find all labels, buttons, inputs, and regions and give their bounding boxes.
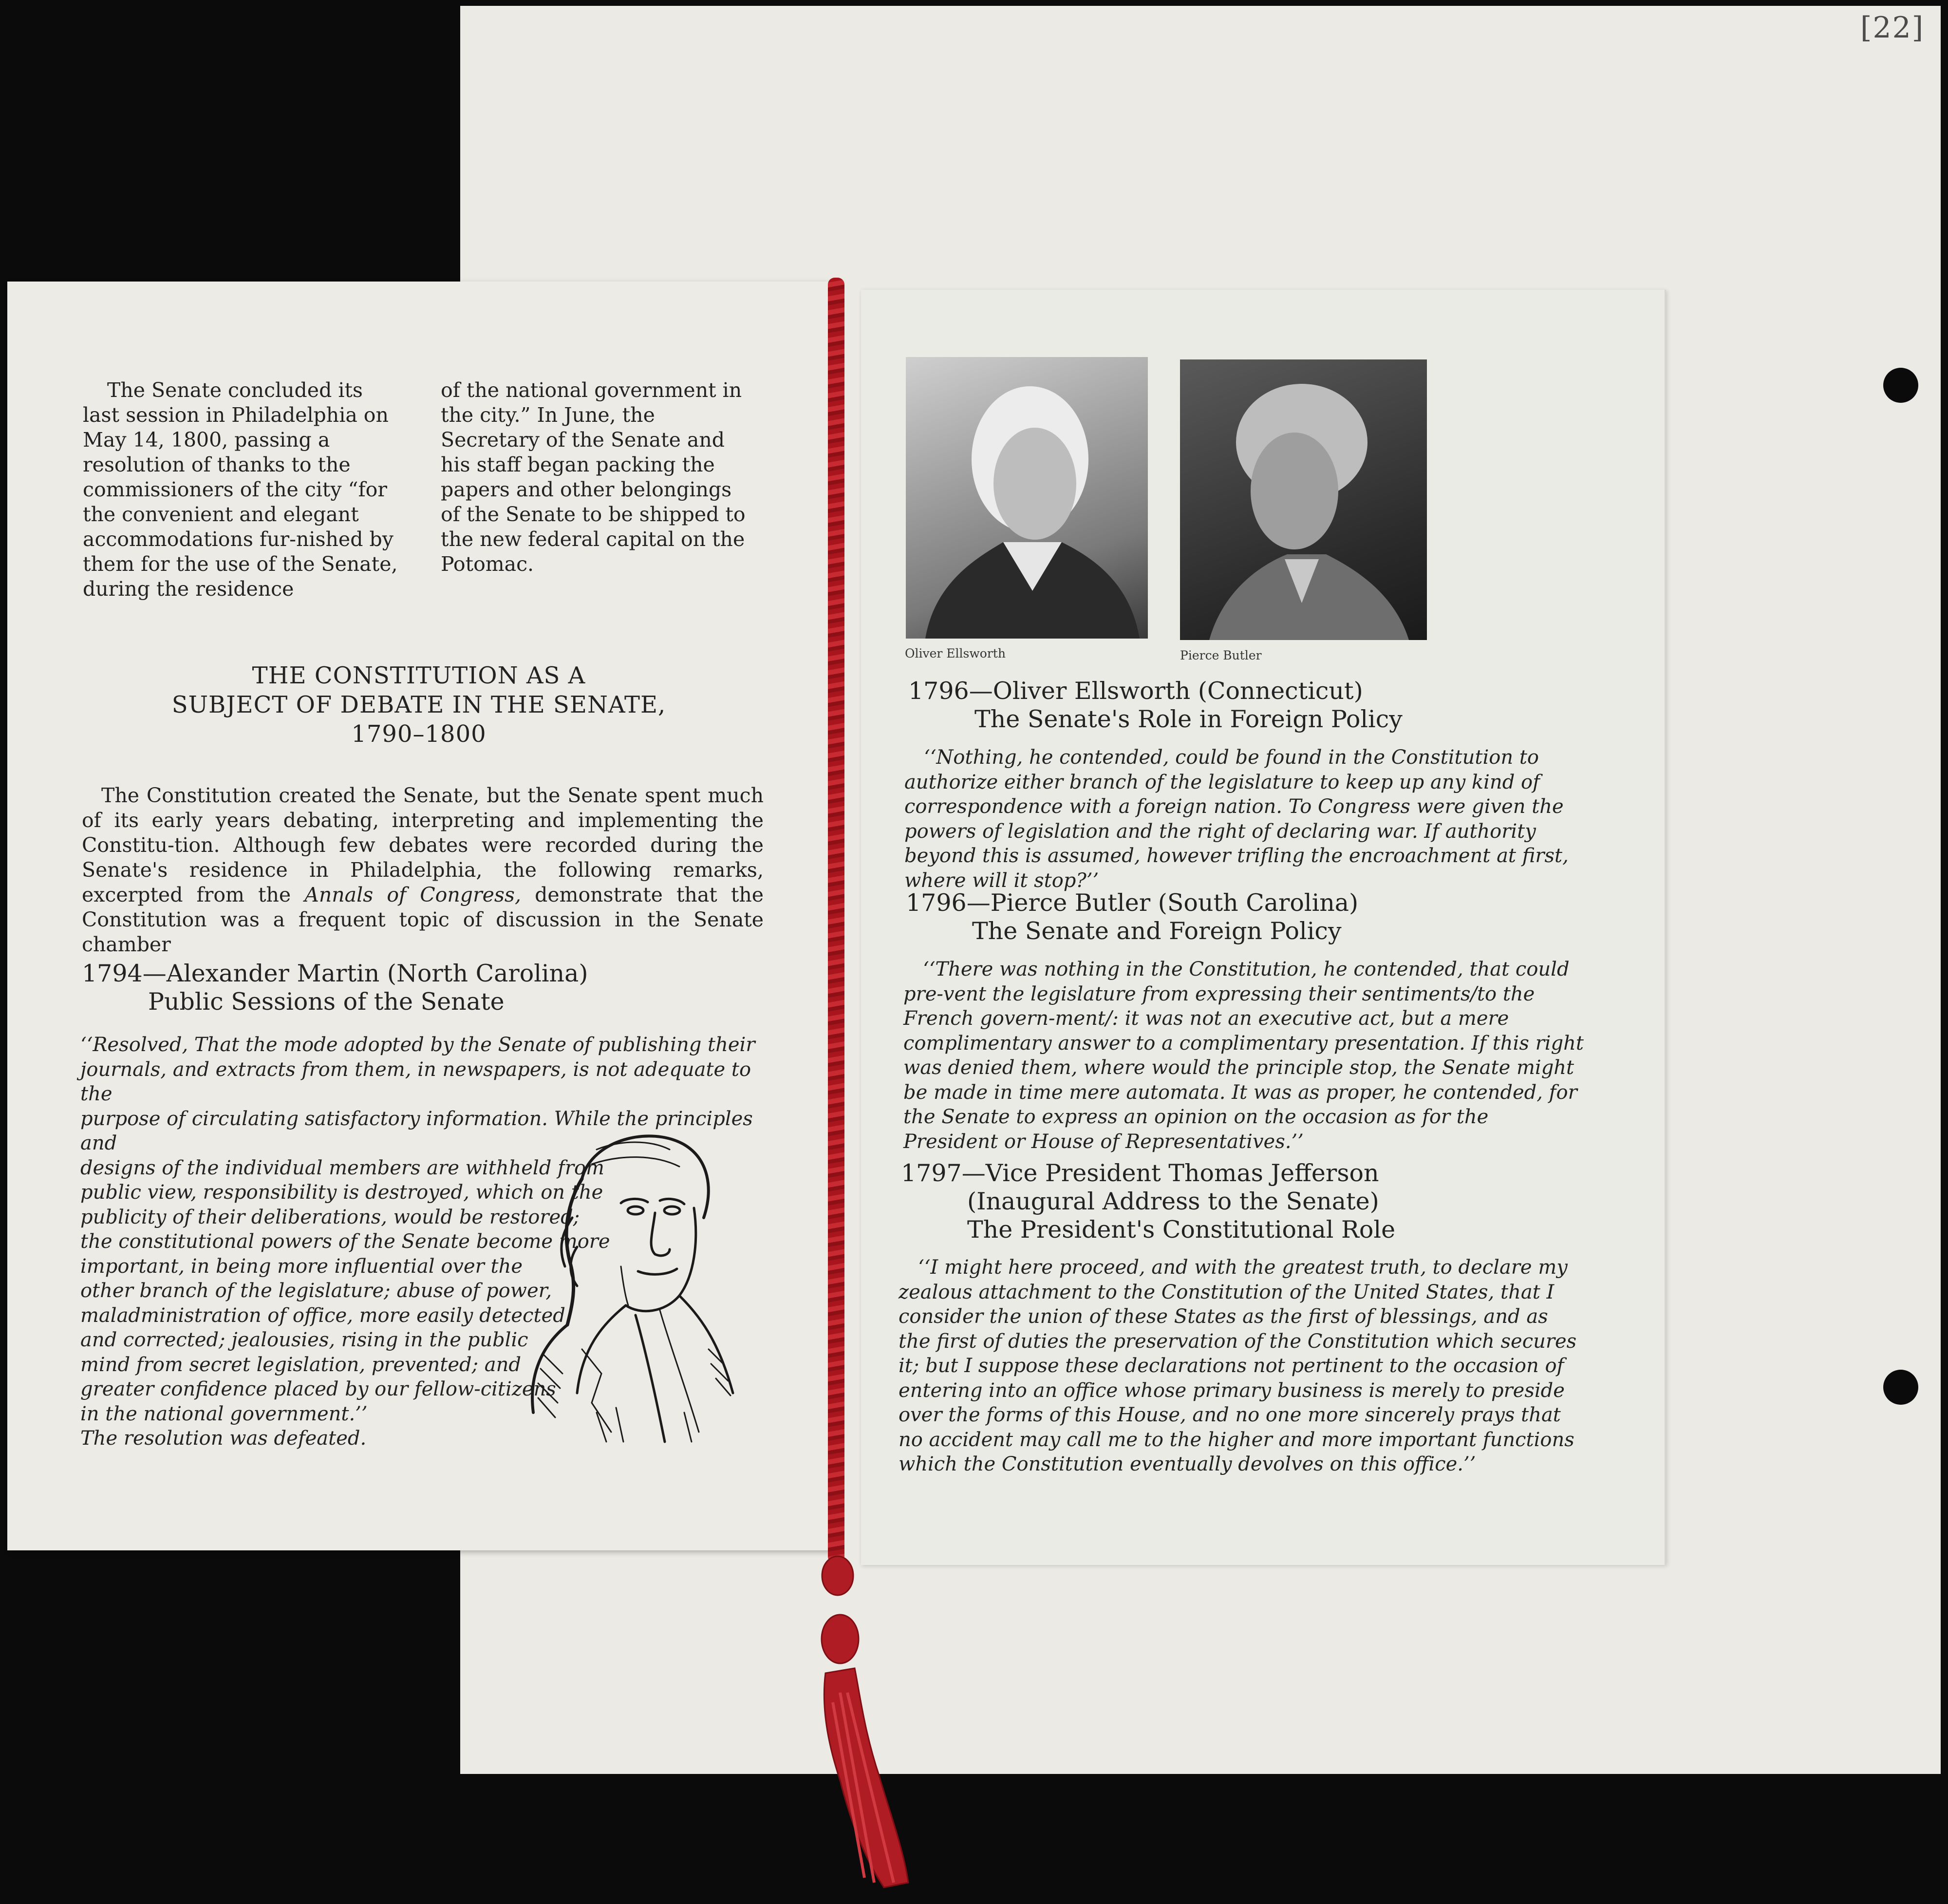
- quote-line: purpose of circulating satisfactory information. While the principles and: [80, 1107, 753, 1154]
- intro-paragraph: [82, 783, 764, 957]
- quote-line: ‘‘Resolved, That the mode adopted by the Senate of publishing their: [80, 1034, 755, 1056]
- quote-line: journals, and extracts from them, in newspapers, is not adequate to the: [80, 1058, 751, 1105]
- archive-page-number: [22]: [1860, 11, 1925, 45]
- caption-ellsworth: Oliver Ellsworth: [905, 646, 1006, 660]
- intro-text-before: The Constitution created the Senate, but the Senate spent much of its early years debating, interpreting and implementing the Constitu-tion. Although few debates were recorded during the Senate's residence in Philadelphia, the following remarks, excerpted from the: [82, 784, 764, 906]
- entry-1796-ellsworth-subtitle: The Senate's Role in Foreign Policy: [974, 705, 1403, 733]
- punch-hole-bottom: [1883, 1370, 1918, 1405]
- entry-1797-jefferson-subtitle1: (Inaugural Address to the Senate): [967, 1188, 1379, 1215]
- section-title-line3: 1790–1800: [351, 720, 487, 748]
- entry-1796-butler-title: 1796—Pierce Butler (South Carolina): [906, 889, 1359, 917]
- quote-line: publicity of their deliberations, would be restored;: [80, 1206, 580, 1228]
- entry-1796-butler-subtitle: The Senate and Foreign Policy: [972, 917, 1342, 945]
- entry-1794-title: 1794—Alexander Martin (North Carolina): [82, 960, 588, 987]
- intro-text-after: demonstrate that the Constitution was a frequent topic of discussion in the Senate chamber: [82, 883, 764, 956]
- pierce-butler-portrait: [1180, 359, 1427, 640]
- quote-line: maladministration of office, more easily detected: [80, 1304, 565, 1327]
- punch-hole-top: [1883, 368, 1918, 403]
- opening-paragraph-col2: of the national government in the city.” In June, the Secretary of the Senate and his staff began packing the papers and other belongings of the Senate to be shipped to the new federal capital on the Potomac.: [441, 378, 746, 576]
- quote-line: The resolution was defeated.: [80, 1427, 367, 1450]
- alexander-martin-sketch-portrait: [524, 1120, 748, 1452]
- section-title-line1: THE CONSTITUTION AS A: [252, 662, 586, 689]
- entry-1796-butler-quote: ‘‘There was nothing in the Constitution, he contended, that could pre-vent the legislature from expressing their sentiments/to the French govern-ment/: it was not an executive act, but a mere complimentary answer to a complimentary presentation. If this right was denied them, where would the principle stop, the Senate might be made in time mere automata. It was as proper, he contended, for the Senate to express an opinion on the occasion as for the President or House of Representatives.’’: [903, 958, 1584, 1153]
- entry-1796-butler-heading: [906, 889, 1358, 945]
- quote-line: designs of the individual members are withheld from: [80, 1156, 604, 1179]
- quote-line: mind from secret legislation, prevented; and: [80, 1353, 521, 1376]
- quote-line: in the national government.’’: [80, 1402, 368, 1425]
- entry-1797-jefferson-subtitle2: The President's Constitutional Role: [967, 1216, 1396, 1244]
- quote-line: other branch of the legislature; abuse of power,: [80, 1280, 552, 1302]
- red-binding-cord: [828, 278, 844, 1564]
- oliver-ellsworth-portrait: [906, 357, 1148, 639]
- opening-paragraph-col1: The Senate concluded its last session in Philadelphia on May 14, 1800, passing a resolution of thanks to the commissioners of the city “for the convenient and elegant accommodations fur-nished by them for the use of the Senate, during the residence: [83, 378, 398, 601]
- red-cord-tassel: [811, 1546, 933, 1897]
- entry-1797-jefferson-heading: [901, 1159, 1395, 1244]
- quote-line: important, in being more influential over the: [80, 1255, 523, 1278]
- quote-line: and corrected; jealousies, rising in the public: [80, 1329, 528, 1351]
- entry-1794-heading: [82, 960, 588, 1016]
- entry-1794-subtitle: Public Sessions of the Senate: [148, 988, 505, 1016]
- quote-line: greater confidence placed by our fellow-citizens: [80, 1378, 556, 1400]
- entry-1796-ellsworth-quote: ‘‘Nothing, he contended, could be found in the Constitution to authorize either branch of the legislature to keep up any kind of correspondence with a foreign nation. To Congress were given the powers of legislation and the right of declaring war. If authority beyond this is assumed, however trifling the encroachment at first, where will it stop?’’: [904, 746, 1569, 892]
- quote-line: the constitutional powers of the Senate become more: [80, 1230, 610, 1253]
- entry-1797-jefferson-title: 1797—Vice President Thomas Jefferson: [901, 1159, 1379, 1187]
- entry-1796-ellsworth-heading: [908, 677, 1403, 734]
- section-title: [73, 661, 765, 749]
- intro-annals-title: Annals of Congress,: [304, 883, 521, 906]
- quote-line: public view, responsibility is destroyed, which on the: [80, 1181, 603, 1204]
- section-title-line2: SUBJECT OF DEBATE IN THE SENATE,: [171, 691, 666, 718]
- caption-butler: Pierce Butler: [1180, 648, 1262, 662]
- entry-1796-ellsworth-title: 1796—Oliver Ellsworth (Connecticut): [908, 677, 1363, 705]
- entry-1797-jefferson-quote: ‘‘I might here proceed, and with the greatest truth, to declare my zealous attachment to the Constitution of the United States, that I consider the union of these States as the first of blessings, and as the first of duties the preservation of the Constitution which secures it; but I suppose these declarations not pertinent to the occasion of entering into an office whose primary business is merely to preside over the forms of this House, and no one more sincerely prays that no accident may call me to the higher and more important functions which the Constitution eventually devolves on this office.’’: [899, 1256, 1577, 1475]
